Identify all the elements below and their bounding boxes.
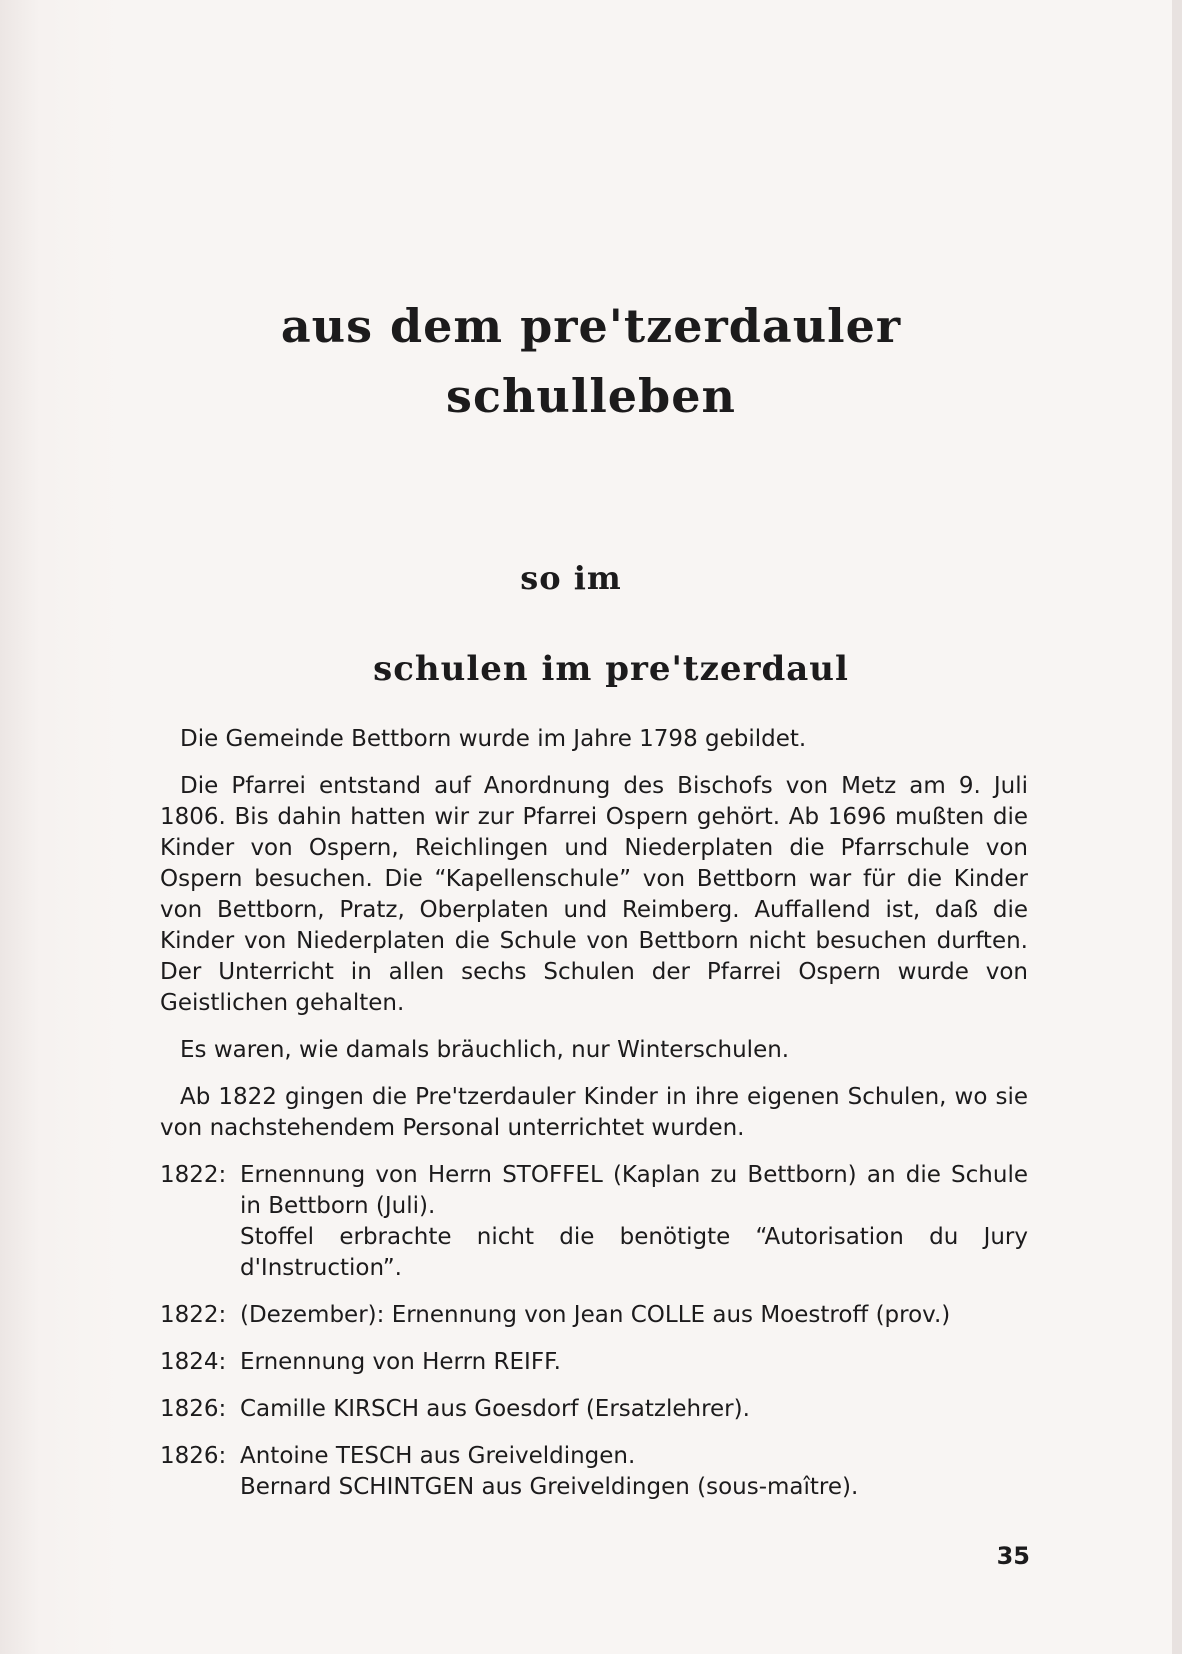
entry-description [240, 1347, 1028, 1378]
page-number: 35 [996, 1542, 1030, 1570]
entry-line: Camille KIRSCH aus Goesdorf (Ersatzlehrer). [240, 1396, 750, 1422]
entry-line: Bernard SCHINTGEN aus Greiveldingen (sous-maître). [240, 1474, 859, 1500]
paragraph: Die Pfarrei entstand auf Anordnung des Bischofs von Metz am 9. Juli 1806. Bis dahin hatten wir zur Pfarrei Ospern gehört. Ab 1696 mußten die Kinder von Ospern, Reichlingen und Niederplaten die Pfarrschule von Ospern besuchen. Die “Kapellenschule” von Bettborn war für die Kinder von Bettborn, Pratz, Oberplaten und Reimberg. Auffallend ist, daß die Kinder von Niederplaten die Schule von Bettborn nicht besuchen durften. Der Unterricht in allen sechs Schulen der Pfarrei Ospern wurde von Geistlichen gehalten. [160, 773, 1028, 1016]
title-line-1: aus dem pre'tzerdauler [280, 299, 902, 353]
staff-entry [160, 1160, 1028, 1284]
title-line-2: schulleben [446, 369, 736, 423]
entry-line: Antoine TESCH aus Greiveldingen. [240, 1443, 636, 1469]
staff-entry [160, 1441, 1028, 1503]
staff-entry [160, 1394, 1028, 1425]
page-edge [1172, 0, 1182, 1654]
entry-line: (Dezember): Ernennung von Jean COLLE aus Moestroff (prov.) [240, 1302, 951, 1328]
staff-entry [160, 1347, 1028, 1378]
entry-description [240, 1394, 1028, 1425]
paragraph: Es waren, wie damals bräuchlich, nur Winterschulen. [180, 1037, 790, 1063]
entry-description [240, 1300, 1028, 1331]
entry-line: Stoffel erbrachte nicht die benötigte “Autorisation du Jury d'Instruction”. [240, 1224, 1028, 1281]
entry-description [240, 1441, 1028, 1503]
paragraph: Die Gemeinde Bettborn wurde im Jahre 1798 gebildet. [180, 726, 807, 752]
subheading-1: so im [520, 559, 622, 597]
body-text [160, 724, 1028, 1519]
subheading-2: schulen im pre'tzerdaul [373, 649, 849, 689]
staff-entry [160, 1300, 1028, 1331]
entry-year: 1826: [160, 1396, 227, 1422]
entry-year: 1824: [160, 1349, 227, 1375]
entry-year: 1822: [160, 1162, 227, 1188]
entry-year: 1826: [160, 1443, 227, 1469]
entry-line: Ernennung von Herrn STOFFEL (Kaplan zu Bettborn) an die Schule in Bettborn (Juli). [240, 1162, 1028, 1219]
entry-line: Ernennung von Herrn REIFF. [240, 1349, 561, 1375]
entry-description [240, 1160, 1028, 1284]
paragraph: Ab 1822 gingen die Pre'tzerdauler Kinder in ihre eigenen Schulen, wo sie von nachstehendem Personal unterrichtet wurden. [160, 1084, 1028, 1141]
entry-year: 1822: [160, 1302, 227, 1328]
